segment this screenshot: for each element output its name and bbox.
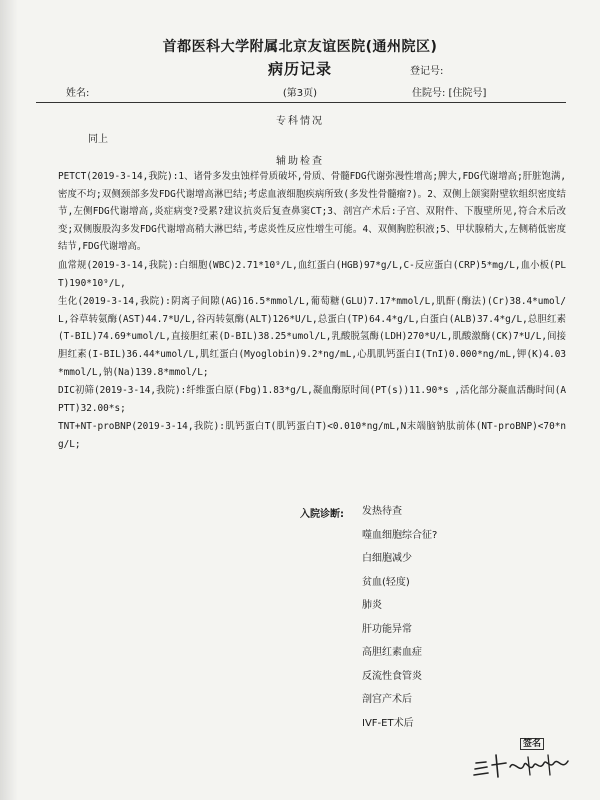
admission-number-label: 住院号: [住院号] [412, 88, 487, 99]
diagnosis-item: 肺炎 [362, 600, 382, 611]
section-specialist: 专科情况 [276, 116, 324, 127]
diagnosis-item: 反流性食管炎 [362, 670, 422, 682]
header-divider [36, 102, 566, 103]
page-number: (第3页) [282, 88, 318, 99]
diagnosis-item: 白细胞减少 [362, 553, 412, 564]
hospital-name: 首都医科大学附属北京友谊医院(通州院区) [162, 39, 438, 55]
finding-biochemistry: 生化(2019-3-14,我院):阴离子间隙(AG)16.5*mmol/L,葡萄糖(GLU)7.17*mmol/L,肌酐(酶法)(Cr)38.4*umol/L,谷草转氨酶(AST)44.7*U/L,谷丙转氨酶(ALT)126*U/L,总蛋白(TP)64.4*g/L,白蛋白(ALB)37.4*g/L,总胆红素(T-BIL)74.69*umol/L,直接胆红素(D-BIL)38.25*umol/L,乳酸脱氢酶(LDH)270*U/L,肌酸激酶(CK)7*U/L,间接胆红素(I-BIL)36.44*umol/L,肌红蛋白(Myoglobin)9.2*ng/mL,心肌肌钙蛋白I(TnI)0.000*ng/mL,钾(K)4.03*mmol/L,钠(Na)139.8*mmol/L; [58, 296, 566, 378]
finding-dic-screen: DIC初筛(2019-3-14,我院):纤维蛋白原(Fbg)1.83*g/L,凝血酶原时间(PT(s))11.90*s ,活化部分凝血活酶时间(APTT)32.00*s; [58, 385, 566, 414]
diagnosis-item: 高胆红素血症 [362, 647, 422, 658]
exam-findings [58, 168, 566, 455]
patient-name-label: 姓名: [66, 88, 90, 99]
diagnosis-item: 噬血细胞综合征? [362, 529, 438, 541]
registration-number-label: 登记号: [410, 66, 444, 77]
finding-blood-routine: 血常规(2019-3-14,我院):白细胞(WBC)2.71*10⁹/L,血红蛋白(HGB)97*g/L,C-反应蛋白(CRP)5*mg/L,血小板(PLT)190*10⁹/L, [58, 259, 566, 289]
finding-petct: PETCT(2019-3-14,我院):1、诸骨多发虫蚀样骨质破坏,骨质、骨髓FDG代谢弥漫性增高;脾大,FDG代谢增高;肝脏饱满,密度不均;双侧颈部多发FDG代谢增高淋巴结;考虑血液细胞疾病所致(多发性骨髓瘤?)。2、双侧上颌窦附壁软组织密度结节,左侧FDG代谢增高,炎症病变?受累?建议抗炎后复查鼻窦CT;3、剖宫产术后:子宫、双附件、下腹壁所见,符合术后改变;双侧腹股沟多发FDG代谢增高稍大淋巴结,考虑炎性反应性增生可能。4、双侧胸腔积液;5、甲状腺稍大,左侧稍低密度结节,FDG代谢增高。 [58, 171, 566, 253]
diagnosis-item: 剖宫产术后 [362, 694, 412, 705]
document-title: 病历记录 [267, 60, 332, 78]
signature-label: 签名 [520, 738, 544, 750]
section-auxiliary-exams: 辅助检查 [276, 156, 324, 167]
handwritten-signature [470, 745, 580, 779]
diagnosis-item: 肝功能异常 [362, 623, 412, 635]
finding-tnt-ntprobnp: TNT+NT-proBNP(2019-3-14,我院):肌钙蛋白T(肌钙蛋白T)<0.010*ng/mL,N末端脑钠肽前体(NT-proBNP)<70*ng/L; [58, 421, 566, 450]
diagnosis-list [362, 505, 437, 740]
diagnosis-item: 发热待查 [362, 506, 402, 517]
specialist-same-as-above: 同上 [88, 134, 108, 145]
diagnosis-item: IVF-ET术后 [362, 717, 414, 729]
diagnosis-item: 贫血(轻度) [362, 576, 410, 588]
admission-diagnosis-label: 入院诊断: [300, 509, 344, 520]
